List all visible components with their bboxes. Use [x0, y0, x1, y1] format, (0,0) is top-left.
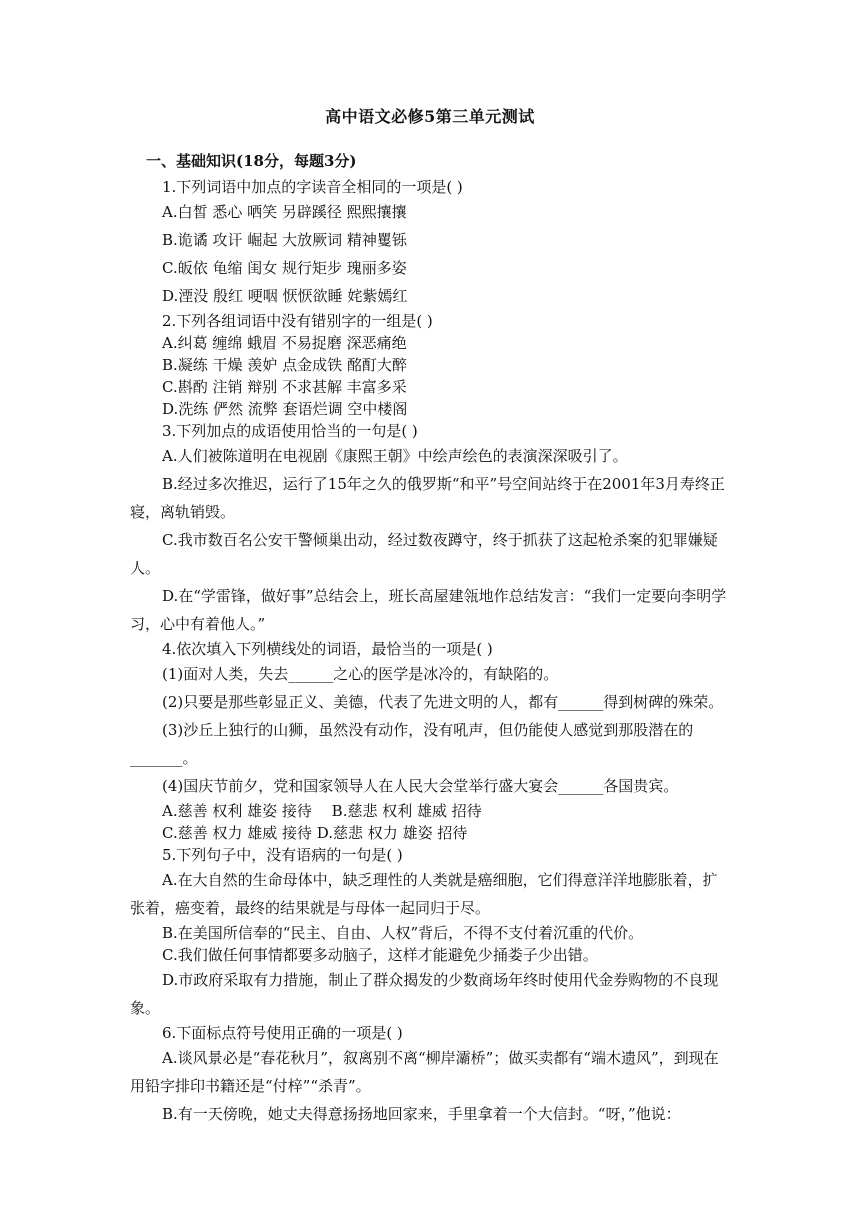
option-d: D.洗练 俨然 流弊 套语烂调 空中楼阁	[162, 400, 408, 418]
option-b: B.在美国所信奉的“民主、自由、人权”背后，不得不支付着沉重的代价。	[162, 924, 644, 942]
option-a: A.谈风景必是“春花秋月”，叙离别不离“柳岸灞桥”；做买卖都有“端木遗风”，到现在用铅字排印书籍还是“付梓”“杀青”。	[130, 1049, 719, 1095]
option-c: C.我市数百名公安干警倾巢出动，经过数夜蹲守，终于抓获了这起枪杀案的犯罪嫌疑人。	[130, 531, 718, 577]
option-b: B.诡谲 攻讦 崛起 大放厥词 精神矍铄	[162, 231, 407, 249]
question-1	[130, 176, 730, 310]
option-a: A.人们被陈道明在电视剧《康熙王朝》中绘声绘色的表演深深吸引了。	[162, 447, 628, 465]
question-6	[130, 1022, 730, 1128]
question-stem: 3.下列加点的成语使用恰当的一句是( )	[162, 422, 418, 440]
option-c: C.斟酌 注销 辩别 不求甚解 丰富多采	[162, 378, 407, 396]
question-stem: 1.下列词语中加点的字读音全相同的一项是( )	[162, 178, 463, 196]
question-stem: 6.下面标点符号使用正确的一项是( )	[162, 1024, 403, 1042]
question-stem: 4.依次填入下列横线处的词语，最恰当的一项是( )	[162, 640, 493, 658]
blank-item-1: (1)面对人类，失去______之心的医学是冰冷的，有缺陷的。	[162, 665, 559, 683]
option-c: C.皈依 龟缩 闺女 规行矩步 瑰丽多姿	[162, 259, 407, 277]
option-a: A.白皙 悉心 哂笑 另辟蹊径 熙熙攘攘	[162, 203, 407, 221]
option-a: A.在大自然的生命母体中，缺乏理性的人类就是癌细胞，它们得意洋洋地膨胀着，扩张着，癌变着，最终的结果就是与母体一起同归于尽。	[130, 871, 718, 917]
option-b: B.凝练 干燥 羡妒 点金成铁 酩酊大醉	[162, 356, 407, 374]
blank-item-2: (2)只要是那些彰显正义、美德，代表了先进文明的人，都有______得到树碑的殊荣。	[162, 693, 724, 711]
page-title: 高中语文必修5第三单元测试	[325, 107, 535, 126]
question-stem: 2.下列各组词语中没有错别字的一组是( )	[162, 312, 433, 330]
options-row-1: A.慈善 权利 雄姿 接待 B.慈悲 权利 雄威 招待	[162, 802, 482, 820]
question-3	[130, 420, 730, 638]
question-5	[130, 844, 730, 1022]
options-row-2: C.慈善 权力 雄威 接待 D.慈悲 权力 雄姿 招待	[162, 824, 468, 842]
blank-item-3: (3)沙丘上独行的山狮，虽然没有动作，没有吼声，但仍能使人感觉到那股潜在的_______。	[130, 721, 694, 767]
option-d: D.市政府采取有力措施，制止了群众揭发的少数商场年终时使用代金券购物的不良现象。	[130, 971, 719, 1017]
option-a: A.纠葛 缠绵 蛾眉 不易捉磨 深恶痛绝	[162, 334, 407, 352]
section-heading: 一、基础知识(18分，每题3分)	[146, 152, 357, 170]
option-d: D.在“学雷锋，做好事”总结会上，班长高屋建瓴地作总结发言：“我们一定要向李明学习，心中有着他人。”	[130, 587, 727, 633]
question-4	[130, 638, 730, 844]
option-c: C.我们做任何事情都要多动脑子，这样才能避免少捅娄子少出错。	[162, 946, 598, 964]
option-b: B.有一天傍晚，她丈夫得意扬扬地回家来，手里拿着一个大信封。“呀，”他说：	[162, 1105, 681, 1123]
option-d: D.湮没 殷红 哽咽 恹恹欲睡 姹紫嫣红	[162, 287, 408, 305]
document-body	[130, 150, 730, 1128]
blank-item-4: (4)国庆节前夕，党和国家领导人在人民大会堂举行盛大宴会______各国贵宾。	[162, 777, 679, 795]
question-stem: 5.下列句子中，没有语病的一句是( )	[162, 846, 403, 864]
option-b: B.经过多次推迟，运行了15年之久的俄罗斯“和平”号空间站终于在2001年3月寿终正寝，离轨销毁。	[130, 475, 725, 521]
question-2	[130, 310, 730, 420]
